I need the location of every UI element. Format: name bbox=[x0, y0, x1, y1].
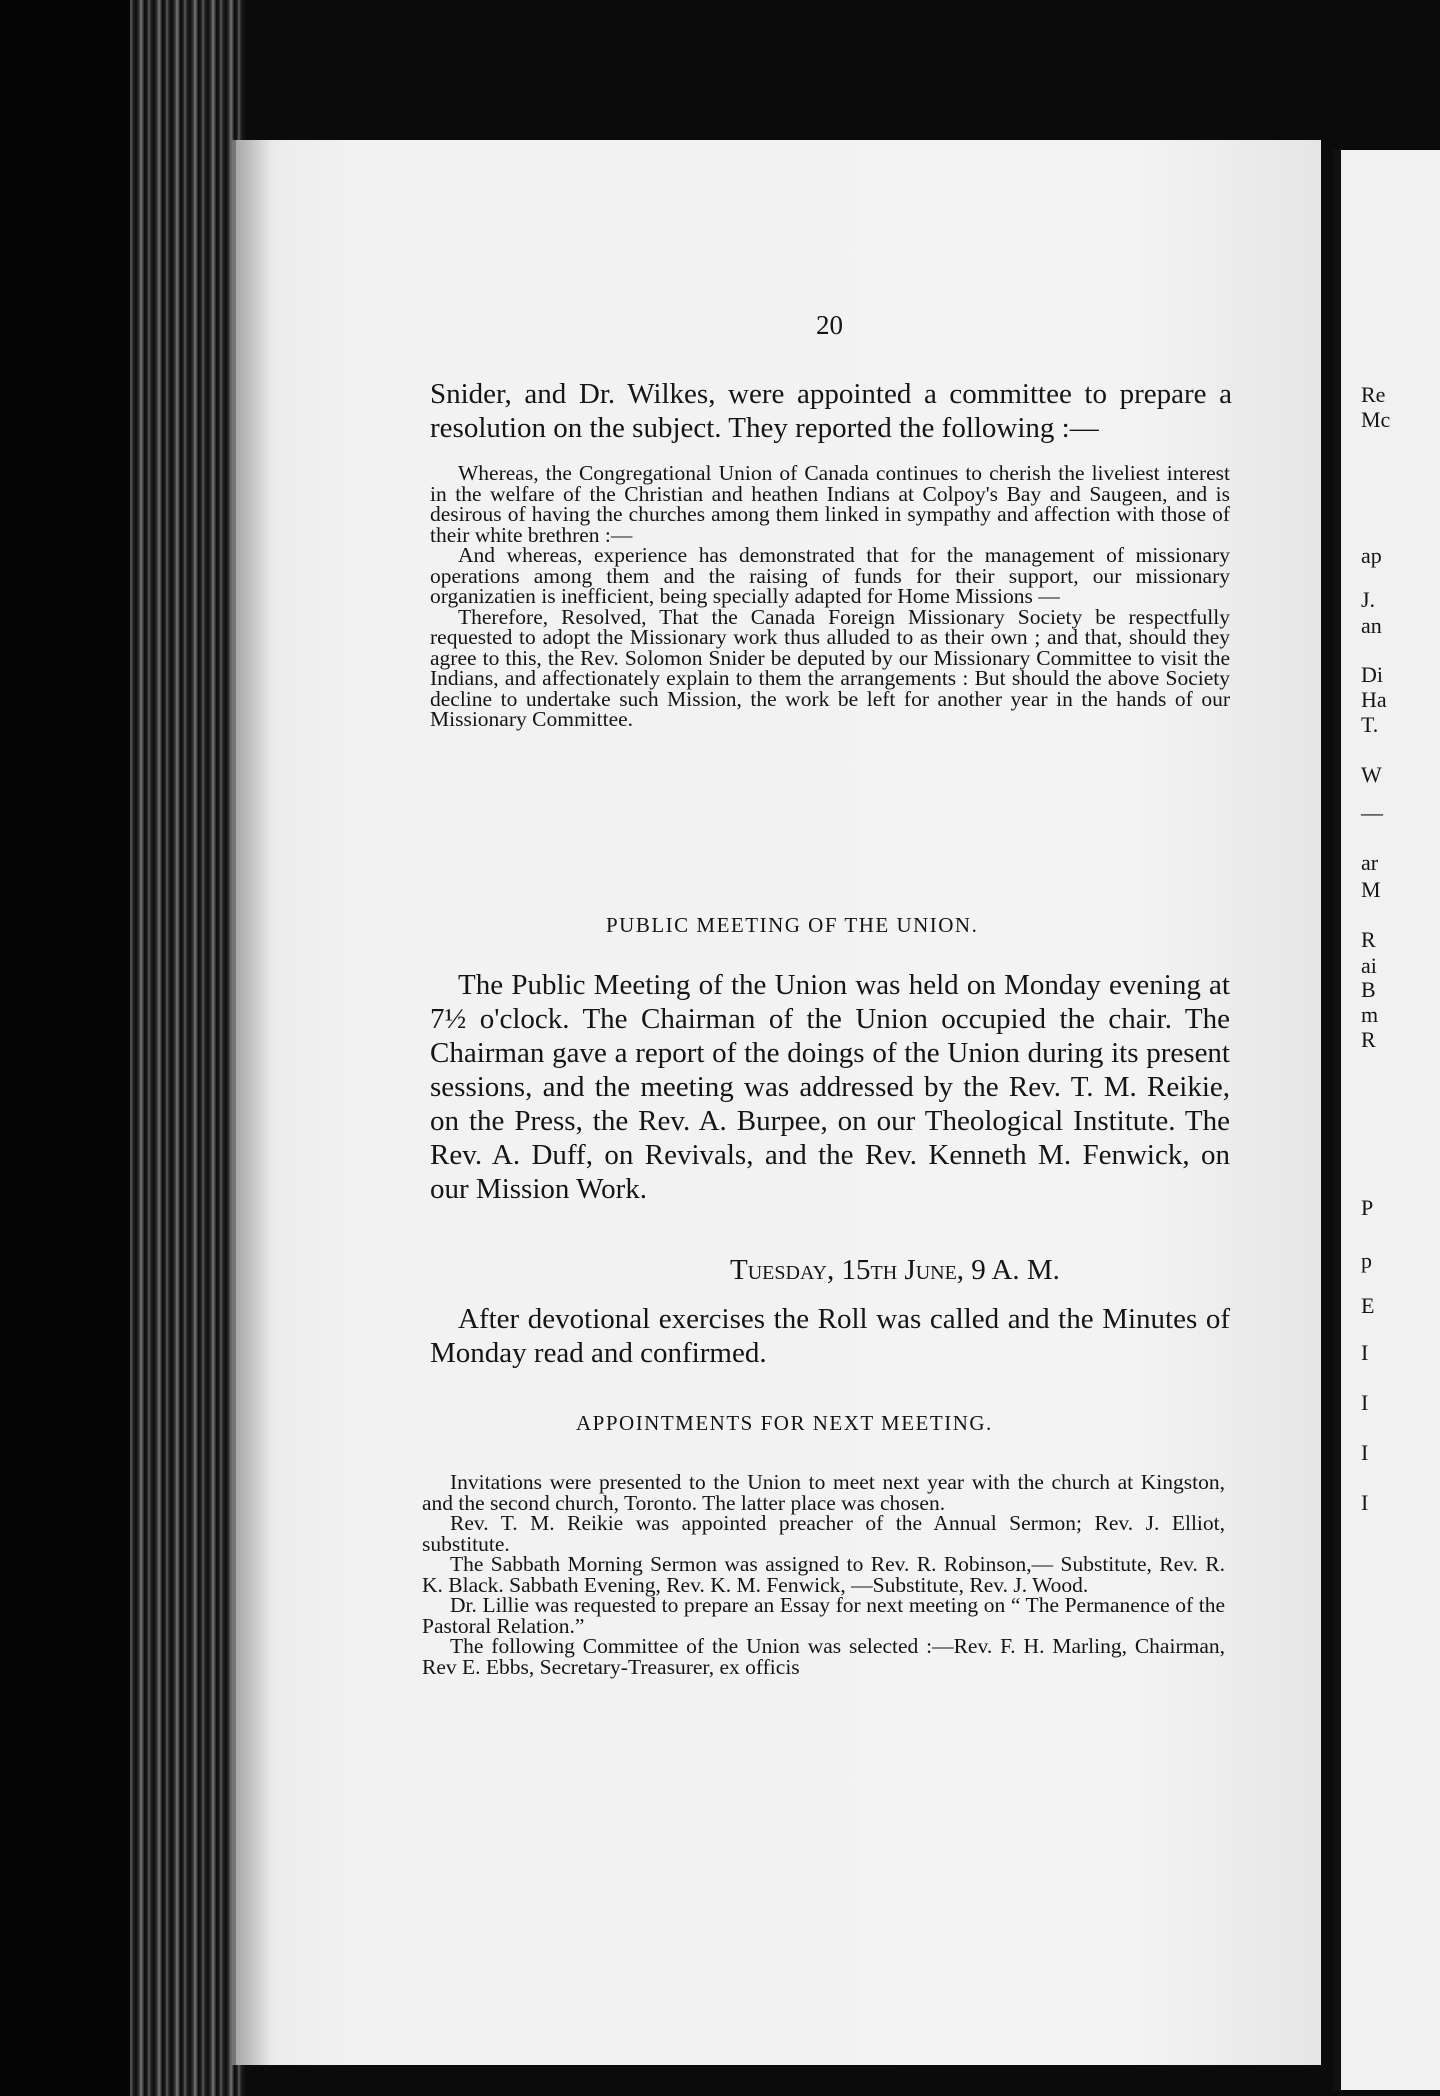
public-meeting-paragraph: The Public Meeting of the Union was held on Monday evening at 7½ o'clock. The Chairman of the Union occupied the chair. The Chairman gave a report of the doings of the Union during its present sessions, and the meeting was addressed by the Rev. T. M. Reikie, on the Press, the Rev. A. Burpee, on our Theological Institute. The Rev. A. Duff, on Revivals, and the Rev. Kenneth M. Fenwick, on our Mission Work. bbox=[430, 969, 1230, 1205]
appointment-sabbath-sermons: The Sabbath Morning Sermon was assigned to Rev. R. Robinson,— Substitute, Rev. R. K. Black. Sabbath Evening, Rev. K. M. Fenwick, —Substitute, Rev. J. Wood. bbox=[422, 1552, 1225, 1597]
facing-page-fragment: I bbox=[1361, 1390, 1369, 1415]
opening-paragraph: Snider, and Dr. Wilkes, were appointed a committee to prepare a resolution on the subject. They reported the following :— bbox=[430, 378, 1232, 444]
book-edge-shadow bbox=[0, 0, 130, 2096]
page-gutter-shadow bbox=[232, 140, 272, 2065]
facing-page-fragment: I bbox=[1361, 1490, 1369, 1515]
facing-page-fragment: an bbox=[1361, 613, 1382, 638]
facing-page-fragment: — bbox=[1361, 800, 1383, 825]
heading-appointments: APPOINTMENTS FOR NEXT MEETING. bbox=[576, 1411, 993, 1435]
facing-page-fragment: p bbox=[1361, 1248, 1372, 1273]
facing-page-fragment: Ha bbox=[1361, 687, 1387, 712]
heading-public-meeting: PUBLIC MEETING OF THE UNION. bbox=[606, 913, 979, 937]
facing-page-fragment: ai bbox=[1361, 953, 1377, 978]
facing-page-fragment: P bbox=[1361, 1195, 1374, 1220]
resolution-block bbox=[430, 463, 1230, 730]
date-line: Tuesday, 15th June, 9 A. M. bbox=[730, 1254, 1060, 1286]
facing-page-fragment: T. bbox=[1361, 712, 1379, 737]
facing-page-fragment: Di bbox=[1361, 662, 1383, 687]
facing-page-fragment: I bbox=[1361, 1340, 1369, 1365]
facing-page-fragment: Mc bbox=[1361, 407, 1391, 432]
facing-page-fragment: M bbox=[1361, 877, 1381, 902]
facing-page-sliver bbox=[1333, 150, 1440, 2090]
page-number: 20 bbox=[816, 310, 843, 340]
facing-page-fragment: I bbox=[1361, 1440, 1369, 1465]
resolution-resolved: Therefore, Resolved, That the Canada Foreign Missionary Society be respectfully requested to adopt the Missionary work thus alluded to as their own ; and that, should they agree to this, the Rev. Solomon Snider be deputed by our Missionary Committee to visit the Indians, and affectionately explain to them the arrangements : But should the above Society decline to undertake such Mission, the work be left for another year in the hands of our Missionary Committee. bbox=[430, 604, 1230, 731]
appointment-committee: The following Committee of the Union was selected :—Rev. F. H. Marling, Chairman, Rev E. Ebbs, Secretary-Treasurer, ex officis bbox=[422, 1634, 1225, 1679]
facing-page-fragment: J. bbox=[1361, 587, 1376, 612]
facing-page-fragment: R bbox=[1361, 1027, 1376, 1052]
appointment-essay: Dr. Lillie was requested to prepare an Essay for next meeting on “ The Permanence of the Pastoral Relation.” bbox=[422, 1593, 1225, 1638]
facing-page-fragment: W bbox=[1361, 762, 1382, 787]
resolution-whereas: Whereas, the Congregational Union of Canada continues to cherish the liveliest interest in the welfare of the Christian and heathen Indians at Colpoy's Bay and Saugeen, and is desirous of having the churches among them linked in sympathy and affection with those of their white brethren :— bbox=[430, 461, 1230, 547]
facing-page-fragment: ap bbox=[1361, 543, 1382, 568]
appointment-annual-sermon: Rev. T. M. Reikie was appointed preacher of the Annual Sermon; Rev. J. Elliot, substitute. bbox=[422, 1511, 1225, 1556]
devotional-paragraph: After devotional exercises the Roll was called and the Minutes of Monday read and confirmed. bbox=[430, 1303, 1230, 1369]
facing-page-fragment: ar bbox=[1361, 850, 1379, 875]
facing-page-fragment: m bbox=[1361, 1002, 1379, 1027]
facing-page-fragment: B bbox=[1361, 977, 1376, 1002]
facing-page-fragment: E bbox=[1361, 1293, 1375, 1318]
facing-page-fragment: R bbox=[1361, 927, 1376, 952]
appointment-invitations: Invitations were presented to the Union to meet next year with the church at Kingston, and the second church, Toronto. The latter place was chosen. bbox=[422, 1470, 1225, 1515]
facing-page-fragment: Re bbox=[1361, 382, 1386, 407]
resolution-and-whereas: And whereas, experience has demonstrated that for the management of missionary operations among them and the raising of funds for their support, our missionary organizatien is inefficient, being specially adapted for Home Missions — bbox=[430, 543, 1230, 608]
appointments-block bbox=[422, 1472, 1225, 1677]
